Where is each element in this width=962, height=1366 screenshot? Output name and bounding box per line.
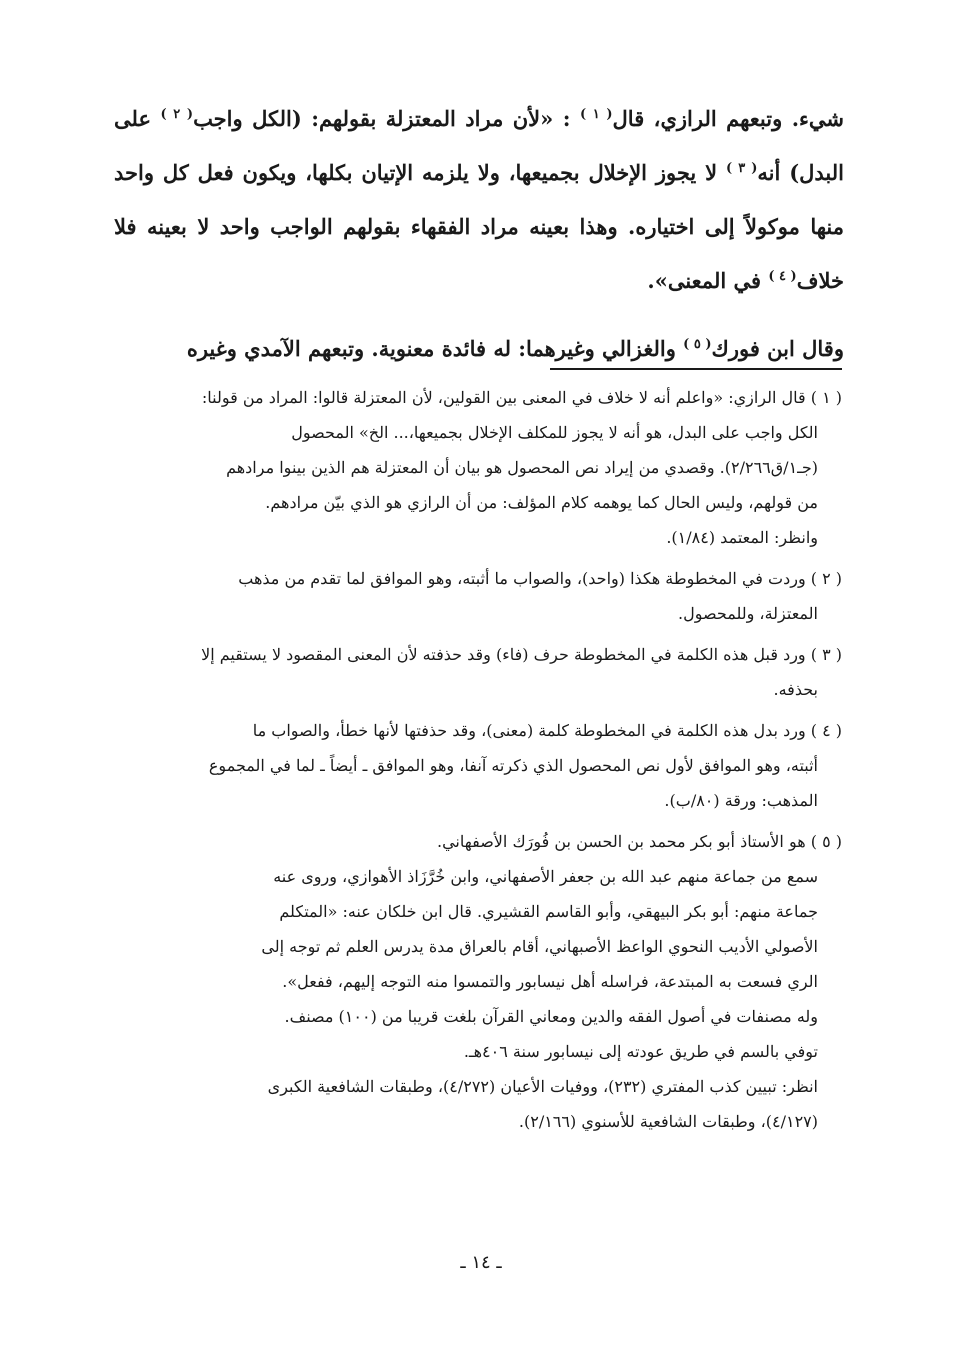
footnote-ref-5: ( ٥ ): [683, 337, 712, 352]
footnote-line: ( ٤ ) ورد بدل هذه الكلمة في المخطوطة كلمة (معنى)، وقد حذفتها لأنها خطأ، والصواب ما: [252, 721, 842, 740]
main-text-segment: لا يجوز الإخلال بجميعها، ولا يلزمه الإتيان بكلها، ويكون فعل كل واحد منها موكولاً إلى اختياره. وهذا بعينه مراد الفقهاء بقولهم الواجب واحد لا بعينه فلا خلاف: [114, 160, 844, 293]
footnote-line: المعتزلة، وللمحصول.: [678, 604, 818, 623]
footnote-ref-3: ( ٣ ): [725, 161, 758, 176]
footnote-line: جماعة منهم: أبو بكر البيهقي، وأبو القاسم القشيري. قال ابن خلكان عنه: «المتكلم: [279, 902, 818, 921]
footnote-4: [114, 713, 842, 818]
footnote-biography: [114, 859, 842, 1139]
main-text: [114, 92, 844, 376]
page-number: ـ ١٤ ـ: [460, 1252, 502, 1273]
footnote-ref-4: ( ٤ ): [768, 269, 797, 284]
main-text-segment: في المعنى».: [647, 268, 762, 293]
footnote-line: وله مصنفات في أصول الفقه والدين ومعاني القرآن بلغت قريبا من (١٠٠) مصنف.: [284, 1007, 818, 1026]
footnote-1: [114, 380, 842, 555]
footnote-line: الكل واجب على البدل، هو أنه لا يجوز للمكلف الإخلال بجميعها،... الخ» المحصول: [291, 423, 818, 442]
footnote-line: توفي بالسم في طريق عودته إلى نيسابور سنة ٤٠٦هـ.: [463, 1042, 818, 1061]
footnote-2: [114, 561, 842, 631]
main-paragraph-1: [114, 92, 844, 308]
footnote-line: الري فسعت به المبتدعة، فراسله أهل نيسابور والتمسوا منه التوجه إليهم، ففعل».: [282, 972, 818, 991]
main-text-segment: والغزالي وغيرهما: له فائدة معنوية. وتبعهم الآمدي وغيره: [186, 336, 676, 361]
footnote-5: [114, 824, 842, 1139]
footnote-ref-2: ( ٢ ): [160, 107, 194, 122]
footnote-line: سمع من جماعة منهم عبد الله بن جعفر الأصفهاني، وابن خُرَّزَاذ الأهوازي، وروى عنه: [273, 867, 818, 886]
footnote-ref-1: ( ١ ): [579, 107, 613, 122]
footnote-3: [114, 637, 842, 707]
footnote-line: أثبته، وهو الموافق لأول نص المحصول الذي ذكرته آنفا، وهو الموافق ـ أيضاً ـ لما في المجموع: [208, 756, 818, 775]
footnote-line: بحذفه.: [773, 680, 818, 699]
footnote-line: من قولهم، وليس الحال كما يوهمه كلام المؤلف: من أن الرازي هو الذي بيّن مرادهم.: [265, 493, 818, 512]
footnote-line: انظر: تبيين كذب المفتري (٢٣٢)، ووفيات الأعيان (٤/٢٧٢)، وطبقات الشافعية الكبرى: [267, 1077, 818, 1096]
footnote-heading: ( ٥ ) هو الأستاذ أبو بكر محمد بن الحسن بن فُورَك الأصفهاني.: [436, 832, 842, 851]
main-text-segment: وقال ابن فورك: [711, 336, 844, 361]
main-text-segment: شيء. وتبعهم الرازي، قال: [612, 106, 844, 131]
footnote-line: ( ٣ ) ورد قبل هذه الكلمة في المخطوطة حرف (فاء) وقد حذفته لأن المعنى المقصود لا يستقيم إلا: [201, 645, 842, 664]
footnote-separator: [550, 368, 842, 370]
footnote-line: (٤/١٢٧)، وطبقات الشافعية للأسنوي (٢/١٦٦).: [518, 1112, 818, 1131]
footnote-line: المذهب: ورقة (٨٠/ب).: [664, 791, 818, 810]
footnote-line: ( ٢ ) وردت في المخطوطة هكذا (واحد)، والصواب ما أثبته، وهو الموافق لما تقدم من مذهب: [238, 569, 842, 588]
footnote-line: الأصولي الأديب النحوي الواعظ الأصبهاني، أقام بالعراق مدة يدرس العلم ثم توجه إلى: [261, 937, 818, 956]
main-text-segment: : «لأن مراد المعتزلة بقولهم: (الكل واجب: [193, 106, 571, 131]
footnote-line: وانظر: المعتمد (١/٨٤).: [666, 528, 818, 547]
footnote-line: ( ١ ) قال الرازي: «واعلم أنه لا خلاف في المعنى بين القولين، لأن المعتزلة قالوا: المراد من قولنا:: [201, 388, 842, 407]
main-text-segment: على البدل) أنه: [114, 106, 845, 185]
footnote-line: (جـ١/ق٢/٢٦٦). وقصدي من إيراد نص المحصول هو بيان أن المعتزلة هم الذين بينوا مرادهم: [226, 458, 818, 477]
footnotes-section: [114, 380, 842, 1145]
